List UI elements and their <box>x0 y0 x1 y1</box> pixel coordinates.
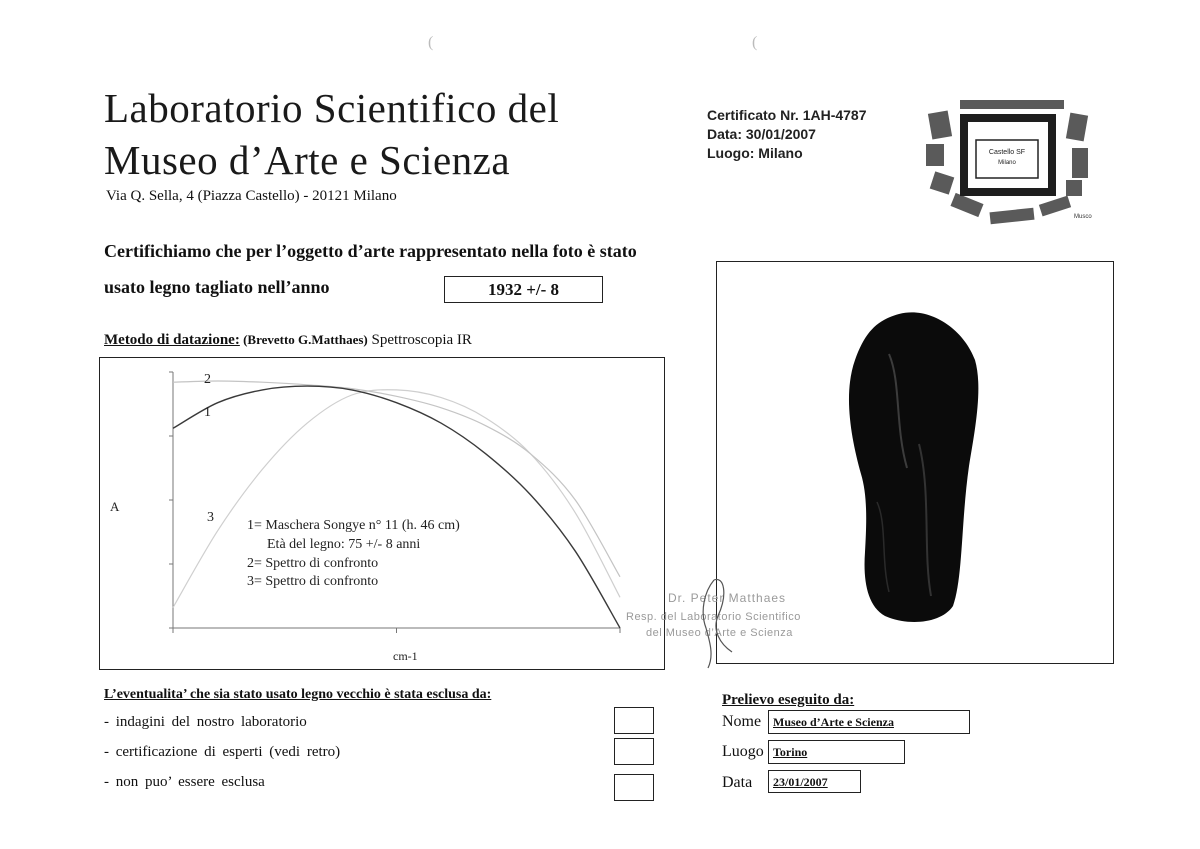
checkbox-cannot-exclude[interactable] <box>614 774 654 801</box>
statement-line2: usato legno tagliato nell’anno <box>104 277 330 297</box>
seal-block <box>928 110 952 139</box>
seal-text: Castello SF <box>988 149 1026 156</box>
seal-block <box>926 144 944 166</box>
seal-block <box>950 193 983 217</box>
sampling-name-field: Museo d’Arte e Scienza <box>768 710 970 734</box>
sampling-date-label: Data <box>722 774 753 791</box>
exclusion-item: - indagini del nostro laboratorio <box>104 714 307 730</box>
stamp-line: del Museo d’Arte e Scienza <box>646 627 793 639</box>
certificate-number: Certificato Nr. 1AH-4787 <box>707 107 867 123</box>
museum-seal <box>918 94 1096 230</box>
legend-entry: 3= Spettro di confronto <box>247 574 379 589</box>
legend-entry: 2= Spettro di confronto <box>247 556 379 571</box>
method-technique: Spettroscopia IR <box>367 332 472 348</box>
sampling-title: Prelievo eseguito da: <box>722 692 855 708</box>
seal-text: Milano <box>998 160 1016 166</box>
ir-spectrum-chart <box>99 357 665 670</box>
exclusion-title: L’eventualita’ che sia stato usato legno vecchio è stata esclusa da: <box>104 687 492 702</box>
seal-corner-text: Musco <box>1074 214 1092 220</box>
dated-year-box: 1932 +/- 8 <box>444 276 603 303</box>
seal-block <box>1039 196 1071 217</box>
method-patent: (Brevetto G.Matthaes) <box>239 332 368 347</box>
lab-address: Via Q. Sella, 4 (Piazza Castello) - 20121 Milano <box>106 188 397 204</box>
statement-line1: Certifichiamo che per l’oggetto d’arte rappresentato nella foto è stato <box>104 241 637 261</box>
scan-mark: ( <box>752 34 758 51</box>
stamp-line: Resp. del Laboratorio Scientifico <box>626 611 801 623</box>
sampling-name-label: Nome <box>722 713 762 730</box>
sampling-date-field: 23/01/2007 <box>768 770 861 793</box>
signature-stamp <box>620 572 870 670</box>
exclusion-item: - non puo’ essere esclusa <box>104 774 265 790</box>
certificate-date: Data: 30/01/2007 <box>707 126 816 142</box>
sampling-place-field: Torino <box>768 740 905 764</box>
series-1-line <box>173 386 620 628</box>
lab-title-line1: Laboratorio Scientifico del <box>104 85 560 131</box>
checkbox-expert-certification[interactable] <box>614 738 654 765</box>
seal-block <box>1066 113 1088 142</box>
stamp-line: Dr. Peter Matthaes <box>668 591 787 605</box>
seal-block <box>930 171 955 194</box>
lab-title-line2: Museo d’Arte e Scienza <box>104 137 511 183</box>
seal-block <box>1066 180 1082 196</box>
series-label-2: 2 <box>204 372 211 387</box>
seal-block <box>1072 148 1088 178</box>
legend-entry: 1= Maschera Songye n° 11 (h. 46 cm) <box>247 518 460 533</box>
sampling-place-label: Luogo <box>722 743 764 760</box>
seal-block <box>989 208 1034 225</box>
exclusion-item: - certificazione di esperti (vedi retro) <box>104 744 341 760</box>
chart-svg <box>100 358 663 668</box>
dating-method <box>104 332 472 349</box>
y-axis-label: A <box>110 499 120 514</box>
series-label-3: 3 <box>207 510 214 525</box>
scan-mark: ( <box>428 34 434 51</box>
certificate-place: Luogo: Milano <box>707 145 803 161</box>
legend-entry: Età del legno: 75 +/- 8 anni <box>267 537 421 552</box>
x-axis-label: cm-1 <box>393 649 418 663</box>
checkbox-lab-investigation[interactable] <box>614 707 654 734</box>
series-3-line <box>173 390 620 608</box>
series-label-1: 1 <box>204 405 211 420</box>
method-label: Metodo di datazione: <box>104 332 240 348</box>
seal-block <box>960 100 1064 109</box>
